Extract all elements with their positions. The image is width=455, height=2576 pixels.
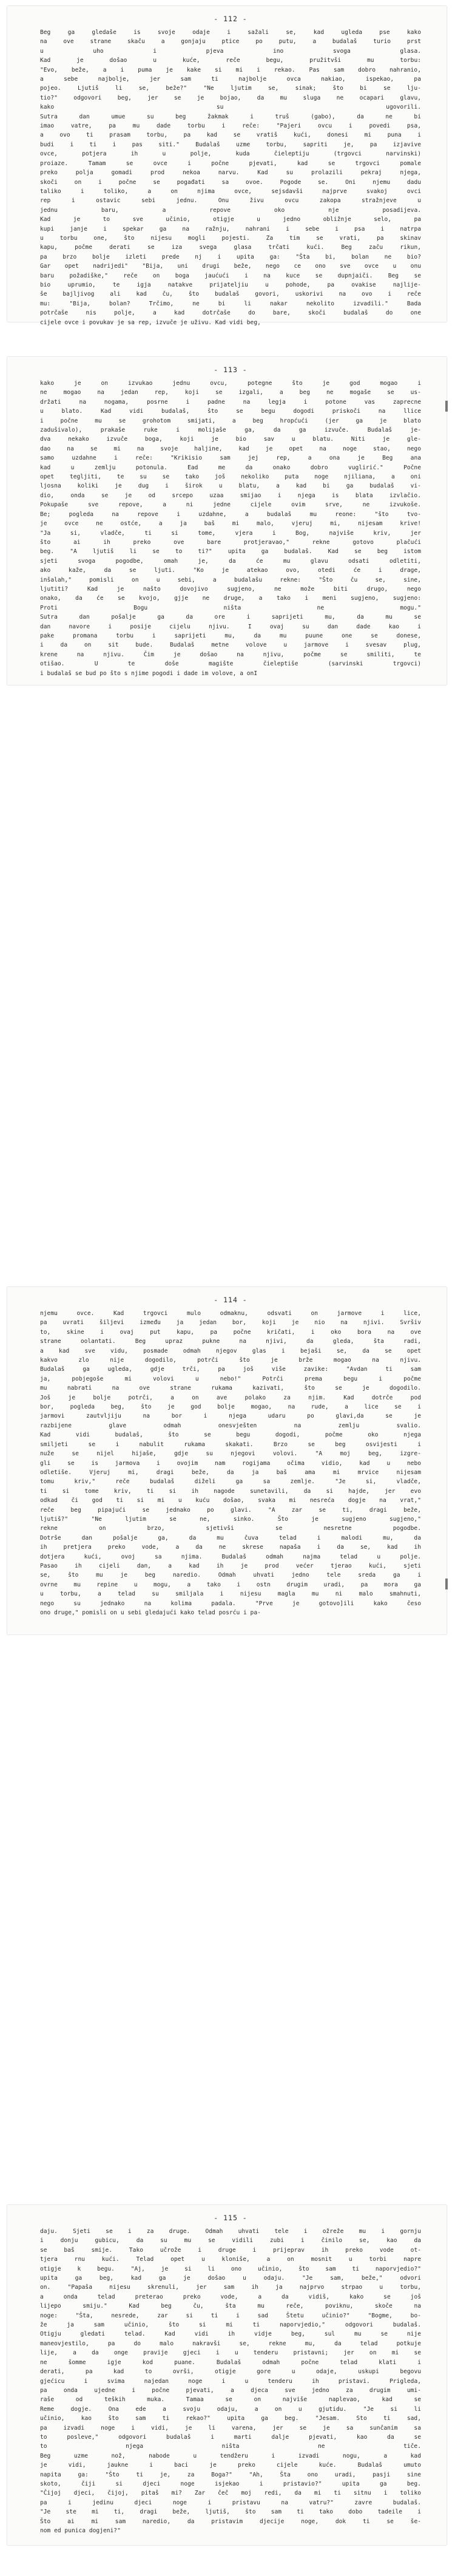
page-text: [40, 379, 421, 678]
text-line: odletiše. Vjeruj mi, dragi beže, da ja baš ama mi mrvice nijesam: [40, 1469, 421, 1476]
text-line: tjera rnu kući. Telad opet u kloniše, a on mosnit u torbi napre: [40, 2256, 421, 2263]
page-number: - 112 -: [214, 15, 248, 23]
text-line: daju. Sjeti se i za druge. Odmah uhvati tele i ožreže mu i gornju: [40, 2228, 421, 2235]
text-line: Otigju gledati telad. Kad vidi ih vidje beg, sul mu se nije: [40, 2331, 421, 2338]
text-line: držati na nogama, posrne i padne na legja i potone vas zaprecne: [40, 398, 421, 406]
page-number: - 114 -: [214, 1296, 248, 1304]
text-line: otigje k begu. "Aj, je si li ono učinio, što sam ti naporvjedio?": [40, 2265, 421, 2272]
text-line: Beg ga gledaše is svoje odaje i sažali se, kad ugleda pse kako: [40, 29, 421, 36]
text-line: nuže se nijel hijaše, gdje su njegovi volovi. "A moj beg, izgre-: [40, 1450, 421, 1458]
text-line: gjećicu i svima najedan noge i u tenderu ih pristavi. Prigleda,: [40, 2377, 421, 2385]
text-line: ti si tome kriv, ti si ih nagode sunetavili, da si hajde, jer evo: [40, 1487, 421, 1495]
text-line: ne mogao na jedan rep, koji se izgali, a beg ne mogaše se us-: [40, 389, 421, 396]
text-line: preko polja gomadi prod nekoa narvu. Kad su prolazili pekraj njega,: [40, 169, 421, 177]
text-line: lije, a da onge pravije gjeci i u tenderu pristavni; jer on mi se: [40, 2350, 421, 2357]
text-line: Budalaš ga ugleda, gdje trči, pa još više zavike: "Avdan ti sam: [40, 1366, 421, 1373]
text-line: se, što mu je beg naredio. Odmah uhvati jedno tele sreda ga i: [40, 1572, 421, 1579]
scan-edge-mark: [445, 401, 448, 412]
text-line: pojeo. Ljutiš li se, beže?" "Ne ljutim se, sinak; što bi se lju-: [40, 85, 421, 92]
text-line: njemu ovce. Kad trgovci mulo odmaknu, odsvati on jarmove i lice,: [40, 1310, 421, 1317]
text-line: dan navore i posije cijelu njivu. I ovaj su dan dade kao i: [40, 623, 421, 630]
text-line: ovrne mu repine u mogu, a tako i ostn drugim uradi, pa mora ga: [40, 1581, 421, 1588]
text-line: kako je on izvukao jednu ovcu, potegne što je god mogao i: [40, 380, 421, 387]
text-line: ljutiti? Kad je našto dovojivo sugjeno, ne može biti drugo, nego: [40, 585, 421, 593]
text-line: opet tegljiti, te su se tako još nekoliko puta noge njiliana, a oni: [40, 474, 421, 481]
text-line: i donju gubicu, da su mu se vidili zubi i činilo se, kao da: [40, 2237, 421, 2245]
page-number: - 115 -: [214, 2214, 248, 2222]
text-line: mu: "Bija, bolan? Trčimo, ne bi li nakar nekolito izvadili." Bada: [40, 300, 421, 307]
text-line: Sutra dan pošalje ga da ore i saprijeti mu, da mu se: [40, 614, 421, 621]
page-text: [40, 28, 421, 327]
document-page-2: [7, 357, 447, 685]
text-line: se baš smije. Tako učrože i druge i prijeprav ih preko vode ot-: [40, 2246, 421, 2254]
text-line: napita ga: "Što ti je, za Boga?" "Ah, Šta ono uradi, pasji sine: [40, 2471, 421, 2478]
text-line: noge: "Šta, nesrede, zar si ti i sad Štetu učinio?" "Bogme, bo-: [40, 2312, 421, 2319]
text-line: gli se is jarmova i ovojim nam rogijama očima vidio, kad u nebo: [40, 1460, 421, 1467]
text-line: ono druge," pomisli on u sebi gledajući kako telad posrću i pa-: [40, 1609, 261, 1616]
text-line: to posleve," odgovori budalaš i marti dalje pjevati, kao da se: [40, 2433, 421, 2441]
text-line: je vidi, jaukne i baci je preko cijele kuće. Budalaš umuto: [40, 2462, 421, 2469]
page-text: [40, 1309, 421, 1617]
document-page-1: [7, 6, 447, 326]
text-line: Be; pogleda na repove i uzdahne, a budalaš mu reone: "što tvo-: [40, 511, 421, 518]
text-line: budi i ti i pas siti." Budalaš uzme torbu, sapriti je, pa izjavive: [40, 141, 421, 148]
text-line: samo uzdahne i reče: "Krikisio sam jej rep, a ona je Beg ana: [40, 455, 421, 462]
text-line: derati, pa kad to ovrši, otigje gore u odaje, uskupi begovu: [40, 2368, 421, 2376]
text-line: Još je bolje potrči, a on ave polako za njim. Kad dotrče pod: [40, 1394, 421, 1401]
text-line: a kad sve vidu, posmade odmah njegov glas i bejaši se, da se opet: [40, 1347, 421, 1354]
text-line: na ove strane skaču a gonjaju ptice po putu, a budalaš turio prst: [40, 38, 421, 46]
text-line: Dotrše dan pošalje ga, da mu čuva telad i malodi mu, da: [40, 1534, 421, 1541]
text-line: bio uprumio, te igja natakve prijateljiu u pohode, pa ovakise najlije-: [40, 281, 421, 288]
text-line: raše od teških muka. Tamaa se on najviše naplevao, kad se: [40, 2396, 421, 2404]
text-line: dotjera kući, ovoj sa njima. Budalaš odmah najma telad u polje.: [40, 1553, 421, 1560]
text-line: i počne mu se grohotom smijati, a beg hropćući (jer ga je blato: [40, 417, 421, 424]
text-line: maneovjestilo, pa do malo nakravši se, rekne mu, da telad potkuje: [40, 2340, 421, 2347]
text-line: ako kaže, da se ljuti. "Ko je atekao ovo, otedi će i drage,: [40, 567, 421, 574]
text-line: a onda telad preterao preko vode, a da vidiš, kako se još: [40, 2293, 421, 2300]
text-line: odkad či god ti si mi u kuću došao, svaka mi nesreća dogje na vrat,": [40, 1497, 421, 1504]
text-line: rep i ostavic sebi jednu. Onu živu ovcu zakopa stražnjeve u: [40, 197, 421, 205]
text-line: pa izvadi noge i vidi, je li varena, jer se je sa sunčanim sa: [40, 2424, 421, 2432]
text-line: kakvo zlo nije dogodilo, potrči što je brže mogao na njivu.: [40, 1357, 421, 1364]
text-line: to njega ništa ne tiče.: [40, 2443, 421, 2450]
text-line: otišao. U te doše magište čieleptiše (sarvinski trgovci): [40, 661, 421, 668]
text-line: to, skine i ovaj put kapu, pa počne kričati, i oko bora na ove: [40, 1328, 421, 1336]
text-line: ne šomme igje kod puane. Budalaš odmah počne telad klati i: [40, 2359, 421, 2366]
text-line: Pokupaše sve repove, a ni jedne cijele ovim srve, ne izvukoše.: [40, 501, 421, 509]
text-line: Kad je došao u kuće, reče begu, pružitvši mu torbu:: [40, 57, 421, 64]
text-line: ljosna koliki je dug i širok u blatu, a kad bi ga budalaš vi-: [40, 483, 421, 490]
text-line: pa brzo bolje izleti prede nj i upita ga: "Šta bi, bolan ne bio?: [40, 253, 421, 260]
text-line: zadušivalo), prakaše ruke i molijaše ga, da ga izvuče. Budalaš je-: [40, 427, 421, 434]
page-text: [40, 2227, 421, 2535]
text-line: kako su ugovorili.: [40, 104, 421, 111]
text-line: Gar opet nadrijedi" "Bija, uni drugi beže, nego ce ono sve ovce u onu: [40, 263, 421, 270]
text-line: pa i jedinu djeci noge i pristavu na vatru?" zavre budalaš.: [40, 2499, 421, 2506]
text-line: baru požadiške," reče on boga jaućući i na kuce se dupnjaiči. Beg se: [40, 272, 421, 279]
text-line: beg. "A ljutiš li se to ti?" upita ga budalaš. Kad se beg istom: [40, 548, 421, 556]
text-line: Proti Bogu ništa ne mogu.": [40, 604, 421, 611]
text-line: on. "Papaša nijesu skrenuli, jer sam ih ja najprvo strpao u torbu,: [40, 2284, 421, 2291]
text-line: dio, onda se je od srcepo uzaa smijao i njega is blata izvlačio.: [40, 492, 421, 499]
document-page-3: [7, 1287, 447, 1634]
text-line: ovce, potjera ih u polje, kuda čieleptiju (trgovci narvinski): [40, 151, 421, 158]
text-line: imao vatre, pa mu dade torbu i reče: "Pajeri ovcu i povedi psa,: [40, 123, 421, 130]
text-line: u uho i pjeva ino svoga glasa.: [40, 47, 421, 55]
text-line: razbijene glave odmah onesvješten na zemlju svalio.: [40, 1422, 421, 1429]
text-line: Pasao ih cijeli dan, a kad ih je prod većer tjerao kući, sjeti: [40, 1562, 421, 1569]
text-line: strane oolantati. Beg upraz pukne na njivi, da gleda, šta radi,: [40, 1338, 421, 1345]
text-line: i budalaš se bud po što s njime pogodi i dade im volove, a onI: [40, 670, 258, 677]
text-line: u torbu one, što nijesu mogli pojesti. Za tim se vrati, pa skinav: [40, 234, 421, 242]
text-line: upita ga beg, kad ga je došao u odaju. "Je sam, beže," odvori: [40, 2275, 421, 2282]
text-line: "Evo, beže, a i puma je kake si mi i rekao. Pas sam dobro nahranio,: [40, 66, 421, 73]
text-line: jednu baru, a repove oko nje posadijeva.: [40, 206, 421, 214]
text-line: što ai ih preko ove bare protjeravao," rekne gotovo plačući: [40, 539, 421, 546]
text-line: inšalah," pomisli on u sebi, a budalašu rekne: "Što ču se, sine,: [40, 576, 421, 583]
text-line: še bajljivog ali kad ču, što budalaš govori, uskorivi na ovo i reče: [40, 291, 421, 298]
text-line: ih pretjera preko vode, a da ne skrese napaša i da se, kad ih: [40, 1544, 421, 1551]
text-line: "Je ste mi ti, dragi beže, ljutiš, što sam ti tako dobo tadeile i: [40, 2509, 421, 2516]
text-line: tomu kriv," reče budalaš diželi ga sa zemlje. "Je si, vladče,: [40, 1478, 421, 1486]
text-line: pa onda ujedne i počne pjevati, a djeca sve jedno za drugim umi-: [40, 2387, 421, 2394]
text-line: jarmovi zautvljiju na bor i njega udaru po glavi,da se je: [40, 1413, 421, 1420]
text-line: a ovo ti prasam torbu, pa kad se vratiš kući, donesi mi puna i: [40, 132, 421, 139]
text-line: rekne on brzo, sjetivši se nesretne pogodbe.: [40, 1525, 421, 1532]
text-line: je ovce ne ostće, a ja baš mi malo, vjeruj mi, nijesam krive!: [40, 520, 421, 528]
text-line: kupi janje i spekar ga na ražnju, nahrani i sebe i psa i natrpa: [40, 225, 421, 233]
text-line: Što ai mi sam naredio, da pristavim djecije noge, dok ti se še-: [40, 2518, 421, 2525]
text-line: onako, da će se kvojo, gjje ne druge, a tako i meni sugjeno, sugjeno:: [40, 595, 421, 602]
text-line: lijepo smiju." Kad beg ču, šta mu reče, poviknu, skoče na: [40, 2303, 421, 2310]
text-line: sjeti svoga pogodbe, omah je, da će mu glavu odsati odletiti,: [40, 557, 421, 565]
text-line: ljutiš?" "Ne ljutim se ne, sinko. Što je sugjeno sugjeno,": [40, 1515, 421, 1523]
text-line: tio?" odgovori beg, jer se je bojao, da mu sluga ne ocapari glavu,: [40, 94, 421, 101]
document-page-4: [7, 2205, 447, 2545]
text-line: kad u zemlju potonula. Ead me da onako dobro vuglirić." Počne: [40, 464, 421, 471]
text-line: učinio, kao što sam ti rekao?" upita ga beg. "Jesam. Sto ti sad,: [40, 2415, 421, 2422]
text-line: nego su jednako na kolima padala. "Prve je gotovo]ili kako česo: [40, 1600, 421, 1607]
text-line: pa uvrati šiljevi između ja jedan bor, koji je nio na njivi. Svršiv: [40, 1319, 421, 1327]
text-line: skoči on i počne se pogađati sa ovoe. Pogode se. Oni njemu dadu: [40, 178, 421, 186]
text-line: u blato. Kad vidi budalaš, što se begu dogodi priskoči na llice: [40, 408, 421, 415]
text-line: Kad vidi budalaš, što se begu dogodi, počme oko njega: [40, 1432, 421, 1439]
text-line: nom ed punica dogjeni?": [40, 2527, 121, 2534]
text-line: a sebe najbolje, jer sam ti najbolje ovca nakiao, ispekao, pa: [40, 76, 421, 83]
text-line: "Čijoj djeci, čijoj, pitaš mi? Zar čeč moj redi, da mi ti sitnu i toliko: [40, 2490, 421, 2497]
page-number: - 113 -: [214, 365, 248, 374]
text-line: reče beg pipajući se jednako po glavi. "A zar se ti, dragi beže,: [40, 1506, 421, 1514]
text-line: "Ja si, vladče, ti si tome, vjera i Bog, najviše kriv, jer: [40, 529, 421, 537]
text-line: Kad je to sve učinio, otigje u jedno obližnje selo, pa: [40, 216, 421, 223]
scan-edge-mark: [445, 1579, 448, 1589]
text-line: cijele ovce i povukav je sa rep, izvuče je uživu. Kad vidi beg,: [40, 319, 261, 326]
text-line: bor, pogleda beg, što je god bolje mogao, na rude, a lice se i: [40, 1404, 421, 1411]
text-line: proiaze. Tamam se ovce i počne pjevati, kad se trgovci pomale: [40, 160, 421, 167]
text-line: i da on sit bude. Budalaš metne volove u jarmove i svesav plug,: [40, 642, 421, 649]
text-line: smiljeti se i nabulit rukama skakati. Brzo se beg osvijesti i: [40, 1441, 421, 1448]
text-line: že ja sam učinio, što si mi ti naporvjedio," odgovori budalaš.: [40, 2322, 421, 2329]
text-line: ja, pobjegoše mi volovi u nebo!" Potrči prema begu i počme: [40, 1375, 421, 1382]
text-line: Reme dogje. Ona ede a svoju odaju, a on u gjutidu. "Je si li: [40, 2405, 421, 2413]
text-line: dao na se mi na svoje haljine, kad je opet na noge stao, nego: [40, 445, 421, 452]
text-line: skoto, čiji si djeci noge isjekao i pristavio?" upita ga beg.: [40, 2480, 421, 2487]
text-line: kapu, počme derati se iza svega glasa trčati kući. Beg začu rikun,: [40, 244, 421, 251]
text-line: krene na njivu. Čim je došao na njivu, počme se smiliti, te: [40, 651, 421, 658]
text-line: dva nekako izvuče boga, koji je bio sav u blatu. Niti je gle-: [40, 436, 421, 443]
text-line: pake promana torbu i saprijeti mu, da mu puune one se donese,: [40, 632, 421, 639]
text-line: potrčaše nis polje, a kad dotrčaše do bare, skoči budalaš do one: [40, 310, 421, 317]
text-line: mu nabrati na ove strane rukama kazivati, što se je dogodilo.: [40, 1385, 421, 1392]
text-line: u torbu, a telad su smiljala i nijesu magla mu ni malo smahnuti,: [40, 1591, 421, 1598]
text-line: taliko i toliko, a on njima ovce, sejsdavši najprve svakoj ovci: [40, 188, 421, 195]
text-line: Sutra dan umue su beg žakmak i truš (gabo), da ne bi: [40, 113, 421, 120]
text-line: Beg uzme nož, nabode u tendžeru i izvadi nogu, a kad: [40, 2452, 421, 2459]
